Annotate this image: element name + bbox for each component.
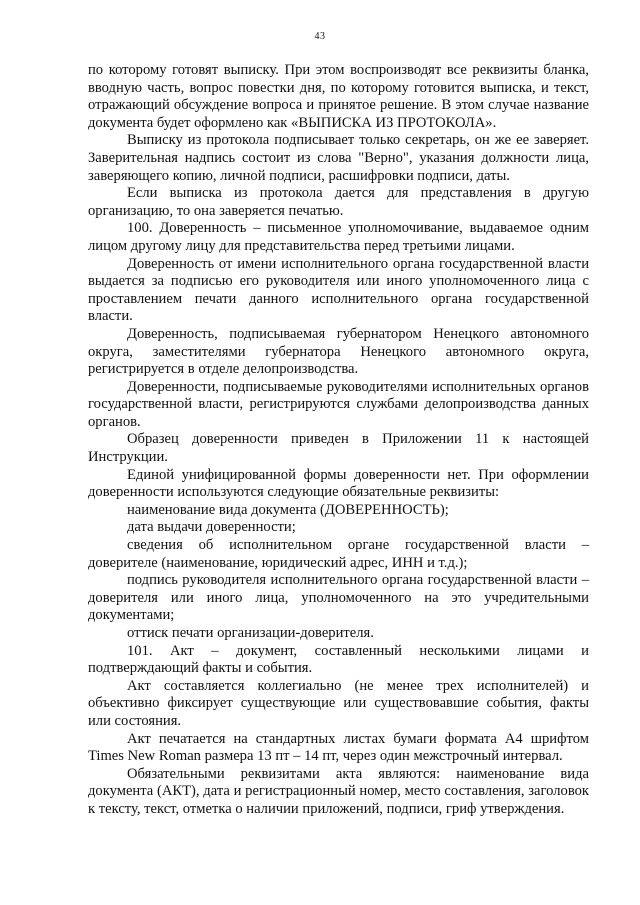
paragraph: наименование вида документа (ДОВЕРЕННОСТЬ); [127,501,449,518]
paragraph: Доверенность от имени исполнительного органа государственной власти выдается за подписью его руководителя или иного уполномоченного лица с проставлением печати данного исполнительного органа государственной власти. [88,255,589,325]
page-number: 43 [314,31,326,42]
paragraph: Выписку из протокола подписывает только секретарь, он же ее заверяет. Заверительная надпись состоит из слова "Верно", указания должности лица, заверяющего копию, личной подписи, расшифровки подписи, даты. [88,132,589,184]
paragraph: оттиск печати организации-доверителя. [127,625,374,641]
paragraph: Обязательными реквизитами акта являются: наименование вида документа (АКТ), дата и регистрационный номер, место составления, заголовок к тексту, текст, отметка о наличии приложений, подписи, гриф утверждения. [88,765,589,817]
paragraph: Образец доверенности приведен в Приложении 11 к настоящей Инструкции. [88,431,589,466]
paragraph: дата выдачи доверенности; [127,519,296,536]
paragraph: по которому готовят выписку. При этом воспроизводят все реквизиты бланка, вводную часть, вопрос повестки дня, по которому готовится выписка, и текст, отражающий обсуждение вопроса и принятое решение. В этом случае название документа будет оформлено как «ВЫПИСКА ИЗ ПРОТОКОЛА». [88,62,589,131]
paragraph: сведения об исполнительном органе государственной власти – доверителе (наименование, юридический адрес, ИНН и т.д.); [88,537,589,571]
paragraph: 101. Акт – документ, составленный несколькими лицами и подтверждающий факты и события. [88,642,589,677]
paragraph: Доверенность, подписываемая губернатором Ненецкого автономного округа, заместителями губернатора Ненецкого автономного округа, регистрируется в отделе делопроизводства. [88,325,589,378]
document-body [88,62,589,819]
paragraph: Если выписка из протокола дается для представления в другую организацию, то она заверяется печатью. [88,185,589,219]
paragraph: Акт составляется коллегиально (не менее трех исполнителей) и объективно фиксирует существующие или существовавшие события, факты или состояния. [88,677,589,729]
paragraph: Единой унифицированной формы доверенности нет. При оформлении доверенности используются следующие обязательные реквизиты: [88,466,589,501]
paragraph: 100. Доверенность – письменное уполномочивание, выдаваемое одним лицом другому лицу для представительства перед третьими лицами. [88,220,589,254]
paragraph: подпись руководителя исполнительного органа государственной власти – доверителя или иного лица, уполномоченного на это учредительными документами; [88,572,589,624]
paragraph: Доверенности, подписываемые руководителями исполнительных органов государственной власти, регистрируются службами делопроизводства данных органов. [88,378,589,430]
paragraph: Акт печатается на стандартных листах бумаги формата А4 шрифтом Times New Roman размера 13 пт – 14 пт, через один межстрочный интервал. [88,730,589,765]
